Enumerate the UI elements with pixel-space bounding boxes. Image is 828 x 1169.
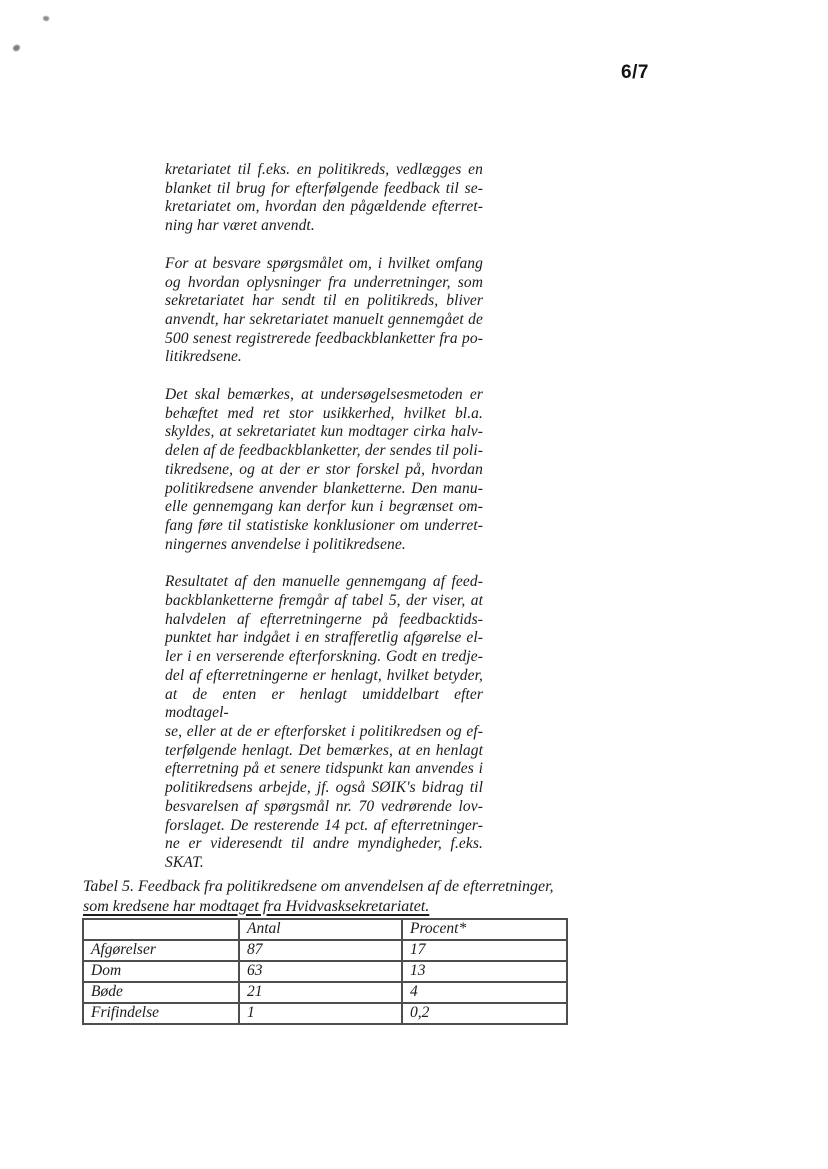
text-line: backblanketterne fremgår af tabel 5, der viser, at <box>165 592 483 610</box>
text-line: kretariatet til f.eks. en politikreds, vedlægges en <box>165 161 483 178</box>
table-caption <box>83 877 570 916</box>
paragraph <box>165 386 483 554</box>
text-line: forslaget. De resterende 14 pct. af efterretninger- <box>165 816 483 834</box>
text-line: ning har været anvendt. <box>165 217 315 235</box>
text-line: Resultatet af den manuelle gennemgang af feed- <box>165 573 483 591</box>
procent-cell: 17 <box>402 940 567 961</box>
row-label-column-header <box>83 919 239 940</box>
text-line: at de enten er henlagt umiddelbart efter modtagel- <box>165 685 483 722</box>
scan-speck <box>12 44 21 52</box>
table-caption-line: Tabel 5. Feedback fra politikredsene om anvendelsen af de efterretninger, <box>83 878 554 895</box>
paragraph <box>165 255 483 367</box>
text-line: politikredsens arbejde, jf. også SØIK's bidrag til <box>165 779 483 797</box>
text-line: fang føre til statistiske konklusioner om underret- <box>165 516 483 534</box>
body-text <box>165 161 483 892</box>
paragraph <box>165 161 483 236</box>
text-line: halvdelen af efterretningerne på feedbacktids- <box>165 610 483 628</box>
text-line: besvarelsen af spørgsmål nr. 70 vedrørende lov- <box>165 797 483 815</box>
text-line: del af efterretningerne er henlagt, hvilket betyder, <box>165 666 483 684</box>
table-body <box>83 940 567 1024</box>
row-label-cell: Afgørelser <box>83 940 239 961</box>
row-label-cell: Dom <box>83 961 239 982</box>
table-caption-line: som kredsene har modtaget fra Hvidvasksekretariatet. <box>83 897 430 915</box>
text-line: SKAT. <box>165 853 204 871</box>
feedback-table <box>82 918 568 1025</box>
procent-column-header: Procent* <box>402 919 567 940</box>
text-line: sekretariatet har sendt til en politikreds, bliver <box>165 292 483 310</box>
table-row <box>83 961 567 982</box>
text-line: litikredsene. <box>165 348 242 366</box>
text-line: blanket til brug for efterfølgende feedback til se- <box>165 179 483 197</box>
text-line: ningernes anvendelse i politikredsene. <box>165 535 406 553</box>
text-line: politikredsene anvender blanketterne. Den manu- <box>165 479 483 497</box>
text-line: ne er videresendt til andre myndigheder, f.eks. <box>165 835 483 853</box>
text-line: delen af de feedbackblanketter, der sendes til poli- <box>165 442 483 460</box>
row-label-cell: Bøde <box>83 982 239 1003</box>
text-line: elle gennemgang kan derfor kun i begrænset om- <box>165 498 483 516</box>
text-line: 500 senest registrerede feedbackblanketter fra po- <box>165 329 483 347</box>
table-row <box>83 1003 567 1024</box>
antal-cell: 1 <box>239 1003 402 1024</box>
antal-column-header: Antal <box>239 919 402 940</box>
antal-cell: 87 <box>239 940 402 961</box>
text-line: anvendt, har sekretariatet manuelt gennemgået de <box>165 310 483 328</box>
table-row <box>83 940 567 961</box>
page-number: 6/7 <box>621 62 649 83</box>
text-line: tikredsene, og at der er stor forskel på, hvordan <box>165 460 483 478</box>
procent-cell: 0,2 <box>402 1003 567 1024</box>
antal-cell: 63 <box>239 961 402 982</box>
text-line: behæftet med ret stor usikkerhed, hvilket bl.a. <box>165 404 483 422</box>
text-line: punktet har indgået i en strafferetlig afgørelse el- <box>165 629 483 647</box>
text-line: Det skal bemærkes, at undersøgelsesmetoden er <box>165 386 483 404</box>
scan-speck <box>42 15 50 22</box>
text-line: kretariatet om, hvordan den pågældende efterret- <box>165 198 483 216</box>
procent-cell: 4 <box>402 982 567 1003</box>
paragraph <box>165 573 483 872</box>
text-line: terfølgende henlagt. Det bemærkes, at en henlagt <box>165 741 483 759</box>
text-line: ler i en verserende efterforskning. Godt en tredje- <box>165 648 483 666</box>
table-block <box>82 877 570 1025</box>
text-line: For at besvare spørgsmålet om, i hvilket omfang <box>165 254 483 272</box>
text-line: se, eller at de er efterforsket i politikredsen og ef- <box>165 722 483 740</box>
table-row <box>83 982 567 1003</box>
text-line: skyldes, at sekretariatet kun modtager cirka halv- <box>165 423 483 441</box>
antal-cell: 21 <box>239 982 402 1003</box>
text-line: og hvordan oplysninger fra underretninger, som <box>165 273 483 291</box>
row-label-cell: Frifindelse <box>83 1003 239 1024</box>
procent-cell: 13 <box>402 961 567 982</box>
text-line: efterretning på et senere tidspunkt kan anvendes i <box>165 760 483 778</box>
table-header-row <box>83 919 567 940</box>
